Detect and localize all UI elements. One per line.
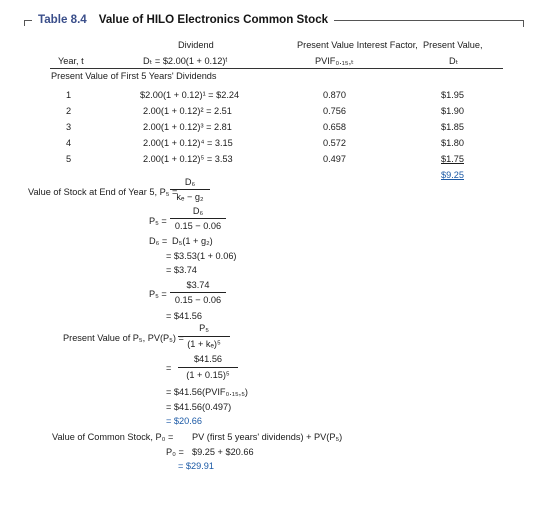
row-pv: $1.95 — [441, 90, 464, 100]
row-year: 5 — [66, 154, 72, 164]
end-year5-label: Value of Stock at End of Year 5, P₅ = — [28, 187, 178, 197]
ps-label: P₅ = — [149, 289, 167, 299]
common-stock-expr: PV (first 5 years' dividends) + PV(P₅) — [192, 432, 343, 442]
header-pv-top: Present Value, — [423, 40, 483, 50]
pv-dividends-total: $9.25 — [441, 170, 464, 180]
table-frame-right — [523, 20, 524, 27]
fraction-bar — [170, 189, 210, 190]
row-pvif: 0.756 — [323, 106, 346, 116]
fraction-denominator: 0.15 − 0.06 — [174, 221, 222, 231]
fraction-numerator: D₆ — [192, 206, 204, 216]
table-title: Value of HILO Electronics Common Stock — [98, 13, 329, 26]
fraction-numerator: $3.74 — [186, 280, 210, 290]
d6-step: = $3.53(1 + 0.06) — [166, 251, 237, 261]
row-pv: $1.75 — [441, 154, 464, 164]
row-year: 3 — [66, 122, 72, 132]
row-formula: $2.00(1 + 0.12)¹ = $2.24 — [140, 90, 240, 100]
fraction-numerator: P₅ — [199, 323, 209, 333]
header-pvif-bottom: PVIF₀.₁₅,ₜ — [315, 56, 354, 66]
fraction-bar — [170, 292, 226, 293]
row-pv: $1.90 — [441, 106, 464, 116]
p0-expr: $9.25 + $20.66 — [192, 447, 254, 457]
fraction-bar — [178, 367, 238, 368]
header-pvif-top: Present Value Interest Factor, — [297, 40, 418, 50]
d6-result: = $3.74 — [166, 265, 197, 275]
header-dividend-top: Dividend — [178, 40, 214, 50]
row-pv: $1.80 — [441, 138, 464, 148]
d6-label: D₆ = — [149, 236, 168, 246]
d6-value: D₅(1 + g₂) — [172, 236, 213, 246]
row-year: 2 — [66, 106, 72, 116]
table-caption — [32, 14, 334, 26]
fraction-numerator: $41.56 — [193, 354, 223, 364]
row-pv: $1.85 — [441, 122, 464, 132]
header-pv-bottom: Dₜ — [449, 56, 459, 66]
row-pvif: 0.497 — [323, 154, 346, 164]
header-year: Year, t — [58, 56, 84, 66]
pv-ps-label: Present Value of P₅, PV(P₅) = — [63, 333, 184, 343]
header-rule — [50, 68, 503, 69]
row-year: 4 — [66, 138, 72, 148]
common-stock-label: Value of Common Stock, P₀ = — [52, 432, 174, 442]
row-formula: 2.00(1 + 0.12)⁵ = 3.53 — [143, 154, 233, 164]
fraction-numerator: D₆ — [184, 177, 196, 187]
ps-label: P₅ = — [149, 216, 167, 226]
pv-ps-result: = $20.66 — [166, 416, 203, 426]
fraction-denominator: (1 + 0.15)⁵ — [186, 370, 230, 380]
fraction-bar — [178, 336, 230, 337]
pv-ps-step: = $41.56(PVIF₀.₁₅,₅) — [166, 387, 248, 397]
p0-label: P₀ = — [166, 447, 184, 457]
fraction-bar — [170, 218, 226, 219]
p0-result: = $29.91 — [178, 461, 215, 471]
header-dividend-formula: Dₜ = $2.00(1 + 0.12)ᵗ — [143, 56, 228, 66]
fraction-denominator: 0.15 − 0.06 — [174, 295, 222, 305]
pv-ps-step: = $41.56(0.497) — [166, 402, 232, 412]
row-year: 1 — [66, 90, 72, 100]
row-formula: 2.00(1 + 0.12)⁴ = 3.15 — [143, 138, 233, 148]
row-formula: 2.00(1 + 0.12)² = 2.51 — [143, 106, 232, 116]
row-pvif: 0.658 — [323, 122, 346, 132]
equals-sign: = — [166, 363, 172, 373]
table-frame-left — [24, 20, 25, 26]
row-pvif: 0.870 — [323, 90, 346, 100]
table-number: Table 8.4 — [38, 13, 87, 26]
row-pvif: 0.572 — [323, 138, 346, 148]
fraction-denominator: (1 + kₑ)⁵ — [187, 339, 221, 349]
row-formula: 2.00(1 + 0.12)³ = 2.81 — [143, 122, 232, 132]
ps-result: = $41.56 — [166, 311, 203, 321]
fraction-denominator: kₑ − g₂ — [176, 192, 204, 202]
section-label: Present Value of First 5 Years' Dividends — [51, 71, 217, 81]
